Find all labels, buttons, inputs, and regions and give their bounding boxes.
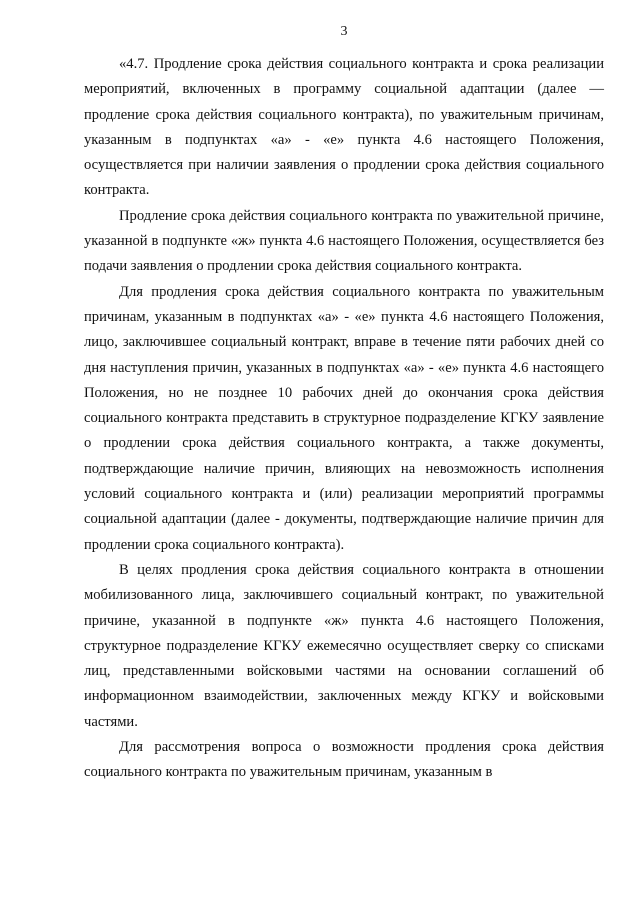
paragraph-mobilized-persons: В целях продления срока действия социального контракта в отношении мобилизованного лица, заключившего социальный контракт, по уважительной причине, указанной в подпункте «ж» пункта 4.6 настоящего Положения, структурное подразделение КГКУ ежемесячно осуществляет сверку со списками лиц, представленными войсковыми частями на основании соглашений об информационном взаимодействии, заключенных между КГКУ и войсковыми частями. bbox=[84, 561, 604, 730]
paragraph-consideration: Для рассмотрения вопроса о возможности продления срока действия социального контракта по уважительным причинам, указанным в bbox=[84, 739, 604, 781]
paragraph-extension-procedure: Для продления срока действия социального контракта по уважительным причинам, указанным в подпунктах «а» - «е» пункта 4.6 настоящего Положения, лицо, заключившее социальный контракт, вправе в течение пяти рабочих дней со дня наступления причин, указанных в подпунктах «а» - «е» пункта 4.6 настоящего Положения, но не позднее 10 рабочих дней до окончания срока действия социального контракта представить в структурное подразделение КГКУ заявление о продлении срока действия социального контракта, а также документы, подтверждающие наличие причин, влияющих на невозможность исполнения условий социального контракта и (или) реализации мероприятий программы социальной адаптации (далее - документы, подтверждающие наличие причин для продлении срока социального контракта). bbox=[84, 283, 604, 553]
paragraph-4-7: «4.7. Продление срока действия социального контракта и срока реализации мероприятий, включенных в программу социальной адаптации (далее — продление срока действия социального контракта), по уважительным причинам, указанным в подпунктах «а» - «е» пункта 4.6 настоящего Положения, осуществляется при наличии заявления о продлении срока действия социального контракта. bbox=[84, 56, 604, 199]
paragraph-extension-without-application: Продление срока действия социального контракта по уважительной причине, указанной в подпункте «ж» пункта 4.6 настоящего Положения, осуществляется без подачи заявления о продлении срока действия социального контракта. bbox=[84, 207, 604, 275]
page-number: 3 bbox=[340, 24, 348, 39]
